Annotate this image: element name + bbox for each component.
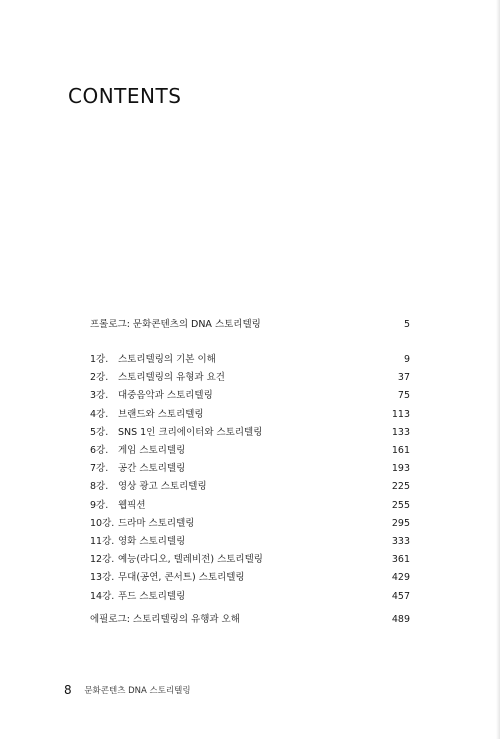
- toc-chapter-page: 113: [391, 408, 410, 420]
- toc-entry-page: 5: [403, 319, 410, 330]
- toc-chapter-title: 무대(공연, 콘서트) 스토리텔링: [118, 572, 245, 584]
- running-title: 문화콘텐츠 DNA 스토리텔링: [84, 686, 191, 696]
- toc-chapter-page: 361: [391, 554, 410, 566]
- toc-chapter-row[interactable]: [90, 406, 410, 424]
- toc-chapter-number: 9강.: [90, 499, 109, 511]
- toc-chapter-page: 9: [403, 354, 410, 365]
- page-footer: [64, 683, 191, 697]
- toc-chapter-page: 295: [391, 517, 410, 529]
- contents-heading: CONTENTS: [68, 84, 182, 108]
- toc-chapter-title: 웹픽션: [118, 499, 146, 511]
- toc-chapter-title: 브랜드와 스토리텔링: [118, 408, 204, 420]
- toc-entry-title: 프롤로그: 문화콘텐츠의 DNA 스토리텔링: [90, 319, 261, 330]
- toc-chapter-page: 133: [391, 426, 410, 438]
- toc-chapter-row[interactable]: [90, 515, 410, 533]
- toc-chapter-title: 스토리텔링의 유형과 요건: [118, 372, 225, 384]
- toc-chapter-row[interactable]: [90, 387, 410, 405]
- toc-chapter-number: 12강.: [90, 554, 115, 566]
- toc-chapter-title: 영상 광고 스토리텔링: [118, 481, 207, 493]
- toc-chapter-row[interactable]: [90, 551, 410, 569]
- toc-chapter-title: 게임 스토리텔링: [118, 445, 186, 456]
- toc-chapter-row[interactable]: [90, 533, 410, 551]
- toc-chapter-number: 6강.: [90, 445, 109, 456]
- toc-chapter-page: 333: [391, 536, 410, 547]
- toc-chapter-number: 4강.: [90, 408, 109, 420]
- toc-chapter-title: SNS 1인 크리에이터와 스토리텔링: [118, 426, 263, 438]
- toc-chapter-row[interactable]: [90, 460, 410, 478]
- toc-chapter-number: 3강.: [90, 390, 109, 402]
- toc-chapter-row[interactable]: [90, 588, 410, 606]
- toc-chapter-page: 255: [391, 499, 410, 511]
- toc-chapter-row[interactable]: [90, 369, 410, 387]
- toc-chapter-page: 457: [391, 590, 410, 602]
- toc-entry-title: 에필로그: 스토리텔링의 유행과 오해: [90, 614, 240, 625]
- toc-chapter-row[interactable]: [90, 478, 410, 496]
- toc-chapter-title: 대중음악과 스토리텔링: [118, 390, 213, 402]
- toc-chapter-title: 예능(라디오, 텔레비전) 스토리텔링: [118, 554, 263, 566]
- toc-chapter-row[interactable]: [90, 351, 410, 369]
- toc-chapter-page: 37: [397, 372, 410, 384]
- toc-chapter-page: 161: [391, 445, 410, 456]
- toc-chapter-title: 스토리텔링의 기본 이해: [118, 354, 216, 365]
- toc-chapter-title: 영화 스토리텔링: [118, 536, 186, 547]
- toc-chapter-number: 2강.: [90, 372, 109, 384]
- toc-chapter-row[interactable]: [90, 497, 410, 515]
- toc-chapter-row[interactable]: [90, 442, 410, 460]
- toc-epilogue[interactable]: [90, 611, 410, 629]
- toc-chapter-title: 공간 스토리텔링: [118, 463, 186, 475]
- page-edge: [496, 0, 500, 739]
- toc-chapter-number: 1강.: [90, 354, 109, 365]
- toc-prologue[interactable]: [90, 316, 410, 334]
- toc-chapter-row[interactable]: [90, 424, 410, 442]
- toc-entry-page: 489: [391, 614, 410, 625]
- page-number: 8: [64, 683, 72, 697]
- toc-chapter-page: 429: [391, 572, 410, 584]
- toc-chapter-page: 225: [391, 481, 410, 493]
- toc-chapter-page: 193: [391, 463, 410, 475]
- toc-chapter-title: 드라마 스토리텔링: [118, 517, 195, 529]
- toc-chapter-title: 푸드 스토리텔링: [118, 590, 186, 602]
- toc-chapter-number: 14강.: [90, 590, 115, 602]
- toc-chapter-number: 8강.: [90, 481, 109, 493]
- toc-chapter-number: 11강.: [90, 536, 115, 547]
- toc-chapter-number: 13강.: [90, 572, 115, 584]
- toc-chapter-number: 5강.: [90, 426, 109, 438]
- toc-chapter-number: 7강.: [90, 463, 109, 475]
- toc-chapter-page: 75: [397, 390, 410, 402]
- toc-chapter-number: 10강.: [90, 517, 115, 529]
- toc-chapter-row[interactable]: [90, 569, 410, 587]
